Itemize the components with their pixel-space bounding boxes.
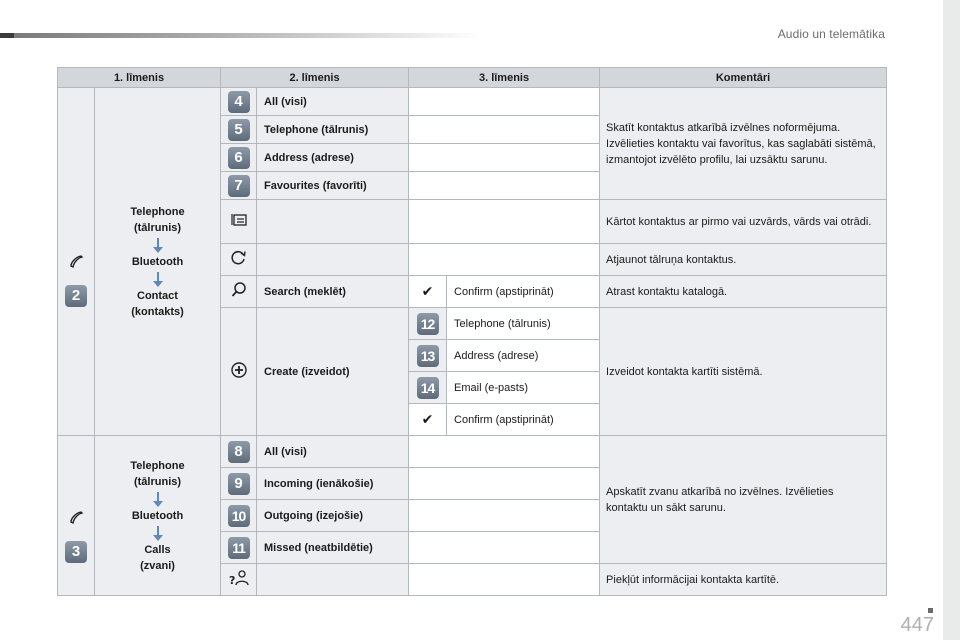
table-header-row — [58, 68, 887, 88]
submenu-option: Confirm (apstiprināt) — [447, 276, 600, 308]
arrow-down-icon — [152, 492, 164, 508]
phone-icon — [58, 252, 94, 273]
step-badge: 8 — [228, 441, 250, 463]
step-badge: 5 — [228, 119, 250, 141]
comment-text: Piekļūt informācijai kontakta kartītē. — [600, 564, 887, 596]
step-badge: 7 — [228, 175, 250, 197]
search-icon — [230, 290, 248, 302]
contacts-path-cell — [95, 88, 221, 436]
submenu-option: Email (e-pasts) — [447, 372, 600, 404]
comment-text: Atjaunot tālruņa kontaktus. — [600, 244, 887, 276]
svg-text:?: ? — [228, 574, 235, 587]
path-step: Telephone (tālrunis) — [130, 459, 185, 488]
menu-option: Create (izveidot) — [257, 308, 409, 436]
menu-option: Incoming (ienākošie) — [257, 468, 409, 500]
menu-option: Search (meklēt) — [257, 276, 409, 308]
arrow-down-icon — [152, 238, 164, 254]
step-badge: 4 — [228, 91, 250, 113]
path-step: Calls (zvani) — [140, 543, 175, 572]
submenu-option: Confirm (apstiprināt) — [447, 404, 600, 436]
header-decor-accent — [0, 33, 14, 38]
menu-option: Telephone (tālrunis) — [257, 116, 409, 144]
comment-text: Apskatīt zvanu atkarībā no izvēlnes. Izvēlieties kontaktu un sākt sarunu. — [600, 436, 887, 564]
contact-info-icon — [228, 574, 250, 590]
checkmark-icon: ✔ — [421, 411, 434, 427]
sort-contacts-icon — [230, 219, 248, 231]
page-marker — [928, 608, 933, 613]
checkmark-icon: ✔ — [421, 283, 434, 299]
comment-text: Skatīt kontaktus atkarībā izvēlnes noformējuma. Izvēlieties kontaktu vai favorītus, kas saglabāti sistēmā, izmantojot izvēlēto profilu, lai uzsāktu sarunu. — [600, 88, 887, 200]
arrow-down-icon — [152, 272, 164, 288]
path-step: Bluetooth — [131, 509, 184, 522]
comment-text: Atrast kontaktu katalogā. — [600, 276, 887, 308]
menu-option: All (visi) — [257, 88, 409, 116]
step-badge: 9 — [228, 473, 250, 495]
submenu-option: Address (adrese) — [447, 340, 600, 372]
calls-level1-cell — [58, 436, 95, 596]
menu-table — [57, 67, 887, 596]
column-header: Komentāri — [600, 68, 887, 88]
menu-option: All (visi) — [257, 436, 409, 468]
header-decor-bar — [0, 33, 480, 38]
table-row — [58, 88, 887, 116]
refresh-icon — [230, 258, 248, 270]
add-contact-icon — [230, 370, 248, 382]
path-step: Contact (kontakts) — [131, 289, 184, 318]
column-header: 2. līmenis — [221, 68, 409, 88]
phone-icon — [58, 508, 94, 529]
menu-option: Outgoing (izejošie) — [257, 500, 409, 532]
step-badge: 3 — [65, 541, 87, 563]
menu-option: Favourites (favorīti) — [257, 172, 409, 200]
contacts-level1-cell — [58, 88, 95, 436]
step-badge: 14 — [417, 377, 439, 399]
step-badge: 10 — [228, 505, 250, 527]
column-header: 3. līmenis — [409, 68, 600, 88]
menu-option: Missed (neatbildētie) — [257, 532, 409, 564]
step-badge: 6 — [228, 147, 250, 169]
submenu-option: Telephone (tālrunis) — [447, 308, 600, 340]
step-badge: 13 — [417, 345, 439, 367]
calls-path-cell — [95, 436, 221, 596]
path-step: Telephone (tālrunis) — [130, 205, 185, 234]
table-row — [58, 436, 887, 468]
path-step: Bluetooth — [131, 255, 184, 268]
arrow-down-icon — [152, 526, 164, 542]
page-side-strip — [943, 0, 960, 640]
column-header: 1. līmenis — [58, 68, 221, 88]
step-badge: 12 — [417, 313, 439, 335]
page-number: 447 — [900, 614, 934, 636]
section-title: Audio un telemātika — [777, 27, 885, 41]
step-badge: 2 — [65, 285, 87, 307]
menu-option: Address (adrese) — [257, 144, 409, 172]
step-badge: 11 — [228, 537, 250, 559]
comment-text: Izveidot kontakta kartīti sistēmā. — [600, 308, 887, 436]
comment-text: Kārtot kontaktus ar pirmo vai uzvārds, vārds vai otrādi. — [600, 200, 887, 244]
